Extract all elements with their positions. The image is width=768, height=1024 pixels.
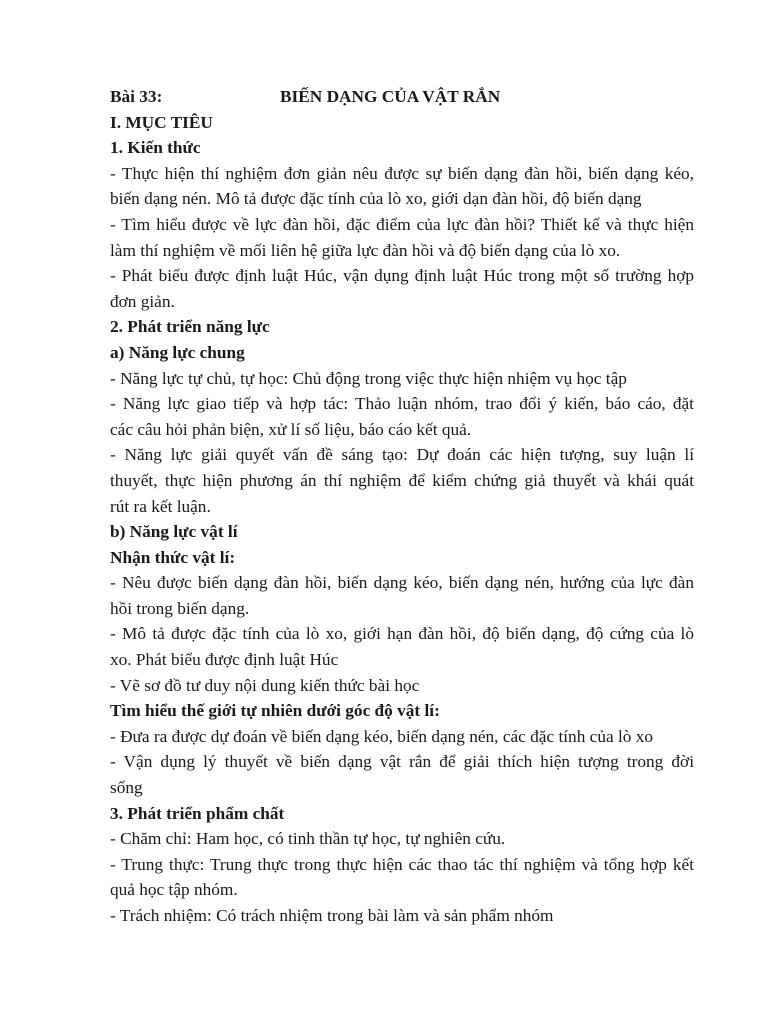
lesson-title: BIẾN DẠNG CỦA VẬT RẮN [280,87,501,106]
text-line: - Vẽ sơ đồ tư duy nội dung kiến thức bài học [110,675,420,695]
text-line: làm thí nghiệm về mối liên hệ giữa lực đàn hồi và độ biến dạng của lò xo. [110,240,621,260]
list-item [110,442,694,519]
general-competence-list [110,366,694,520]
list-item [110,903,694,929]
list-item [110,161,694,212]
text-line: các câu hỏi phản biện, xử lí số liệu, báo cáo kết quả. [110,419,472,439]
text-line: - Phát biểu được định luật Húc, vận dụng định luật Húc trong một số trường hợp [110,266,694,286]
text-line: - Đưa ra được dự đoán về biến dạng kéo, biến dạng nén, các đặc tính của lò xo [110,726,654,746]
text-line: - Thực hiện thí nghiệm đơn giản nêu được sự biến dạng đàn hồi, biến dạng kéo, [110,163,694,183]
text-line: quả học tập nhóm. [110,880,238,900]
text-line: - Vận dụng lý thuyết về biến dạng vật rắn để giải thích hiện tượng trong đời [110,752,694,772]
list-item [110,366,694,392]
document-content [110,84,694,929]
text-line: - Năng lực tự chủ, tự học: Chủ động trong việc thực hiện nhiệm vụ học tập [110,368,627,388]
text-line: - Năng lực giao tiếp và hợp tác: Thảo luận nhóm, trao đổi ý kiến, báo cáo, đặt [110,394,694,414]
list-item [110,212,694,263]
lesson-number: Bài 33: [110,87,163,106]
explore-list [110,724,694,801]
text-line: đơn giản. [110,291,175,311]
list-item [110,724,694,750]
heading-knowledge: 1. Kiến thức [110,138,201,158]
text-line: - Nêu được biến dạng đàn hồi, biến dạng kéo, biến dạng nén, hướng của lực đàn [110,573,694,593]
cognition-list [110,570,694,698]
text-line: - Tìm hiểu được về lực đàn hồi, đặc điểm của lực đàn hồi? Thiết kế và thực hiện [110,214,694,234]
text-line: - Trung thực: Trung thực trong thực hiện các thao tác thí nghiệm và tổng hợp kết [110,854,694,874]
list-item [110,570,694,621]
text-line: - Trách nhiệm: Có trách nhiệm trong bài làm và sản phẩm nhóm [110,906,554,925]
heading-general-competence: a) Năng lực chung [110,342,245,362]
list-item [110,621,694,672]
lesson-header [110,84,694,110]
list-item [110,749,694,800]
list-item [110,852,694,903]
text-line: - Chăm chỉ: Ham học, có tinh thần tự học, tự nghiên cứu. [110,829,506,849]
heading-competence: 2. Phát triển năng lực [110,317,270,337]
text-line: thuyết, thực hiện phương án thí nghiệm để kiểm chứng giả thuyết và khái quát [110,470,694,490]
heading-quality: 3. Phát triển phẩm chất [110,803,285,823]
text-line: sống [110,778,143,798]
heading-physics-competence: b) Năng lực vật lí [110,522,238,542]
list-item [110,826,694,852]
list-item [110,673,694,699]
text-line: - Mô tả được đặc tính của lò xo, giới hạn đàn hồi, độ biến dạng, độ cứng của lò [110,624,694,644]
heading-objectives: I. MỤC TIÊU [110,112,213,132]
knowledge-list [110,161,694,315]
text-line: hồi trong biến dạng. [110,598,250,618]
heading-explore: Tìm hiểu thế giới tự nhiên dưới góc độ vật lí: [110,701,440,721]
text-line: xo. Phát biểu được định luật Húc [110,650,339,670]
text-line: - Năng lực giải quyết vấn đề sáng tạo: Dự đoán các hiện tượng, suy luận lí [110,445,694,465]
list-item [110,391,694,442]
list-item [110,263,694,314]
text-line: rút ra kết luận. [110,496,211,516]
text-line: biến dạng nén. Mô tả được đặc tính của lò xo, giới dạn đàn hồi, độ biến dạng [110,189,642,209]
heading-cognition: Nhận thức vật lí: [110,547,236,567]
quality-list [110,826,694,928]
